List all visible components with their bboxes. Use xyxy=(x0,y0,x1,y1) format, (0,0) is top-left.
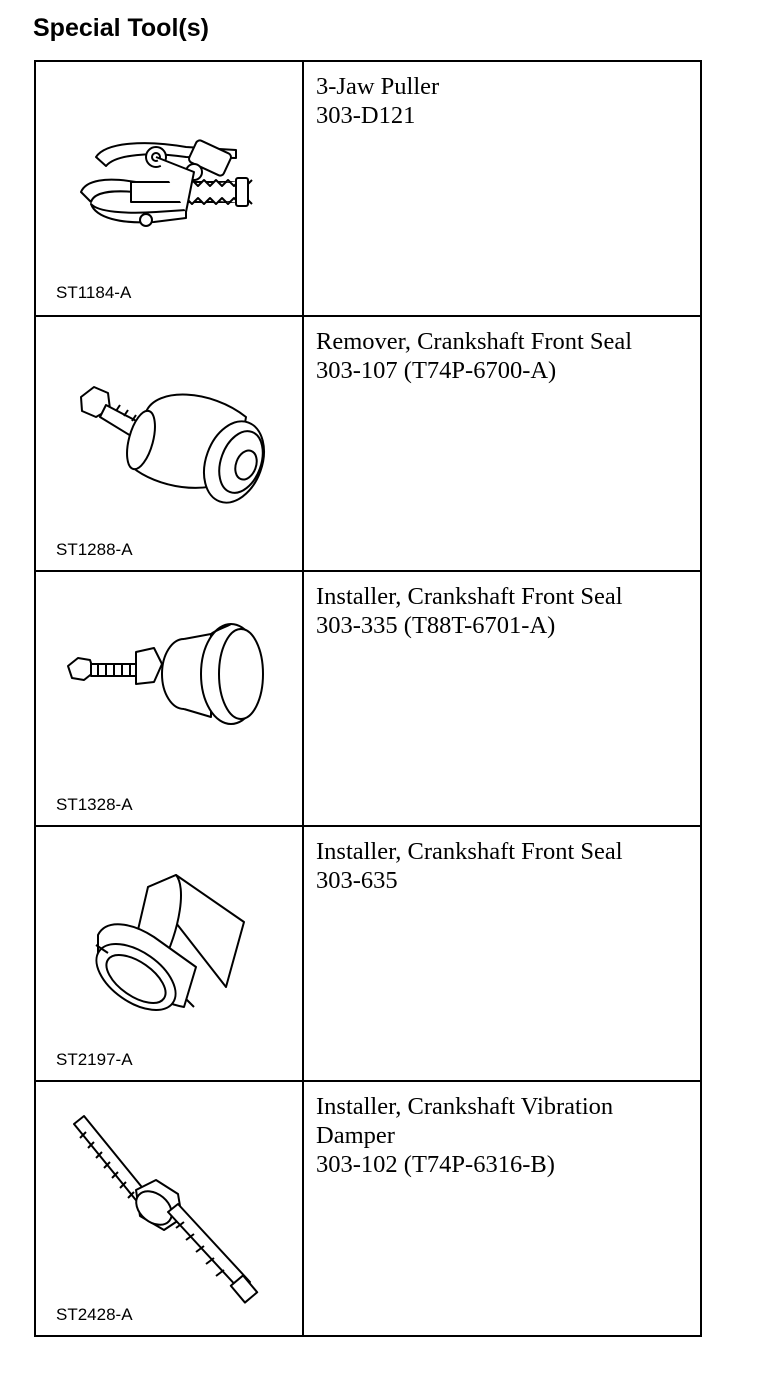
tool-illustration-cell xyxy=(35,1081,303,1336)
figure-code: ST1328-A xyxy=(56,795,133,814)
tool-number: 303-D121 xyxy=(316,102,416,129)
tool-name: Installer, Crankshaft Vibration xyxy=(316,1093,614,1120)
tool-number: 303-335 (T88T-6701-A) xyxy=(316,612,556,639)
tool-description-cell xyxy=(303,316,701,571)
tool-name: 3-Jaw Puller xyxy=(316,73,440,100)
tool-illustration-cell xyxy=(35,316,303,571)
tool-description-cell xyxy=(303,61,701,316)
tool-number: 303-635 xyxy=(316,867,398,894)
table-row xyxy=(35,571,701,826)
tool-description-cell xyxy=(303,826,701,1081)
tool-illustration-cell xyxy=(35,61,303,316)
table-row xyxy=(35,316,701,571)
three-jaw-puller-icon xyxy=(36,62,302,315)
table-row xyxy=(35,826,701,1081)
figure-code: ST2197-A xyxy=(56,1050,133,1069)
table-row xyxy=(35,61,701,316)
seal-installer-icon xyxy=(36,572,302,825)
tool-name-continued: Damper xyxy=(316,1122,395,1149)
tool-name: Installer, Crankshaft Front Seal xyxy=(316,838,623,865)
table-row xyxy=(35,1081,701,1336)
tool-name: Remover, Crankshaft Front Seal xyxy=(316,328,633,355)
page-title: Special Tool(s) xyxy=(33,14,209,42)
tool-description-cell xyxy=(303,571,701,826)
special-tools-table xyxy=(34,60,702,1337)
tool-name: Installer, Crankshaft Front Seal xyxy=(316,583,623,610)
tool-description-cell xyxy=(303,1081,701,1336)
tool-number: 303-102 (T74P-6316-B) xyxy=(316,1151,555,1178)
seal-remover-icon xyxy=(36,317,302,570)
damper-installer-icon xyxy=(36,1082,302,1335)
figure-code: ST1184-A xyxy=(56,283,132,302)
seal-installer-sleeve-icon xyxy=(36,827,302,1080)
tool-illustration-cell xyxy=(35,571,303,826)
figure-code: ST2428-A xyxy=(56,1305,133,1324)
tool-number: 303-107 (T74P-6700-A) xyxy=(316,357,557,384)
tool-illustration-cell xyxy=(35,826,303,1081)
figure-code: ST1288-A xyxy=(56,540,133,559)
